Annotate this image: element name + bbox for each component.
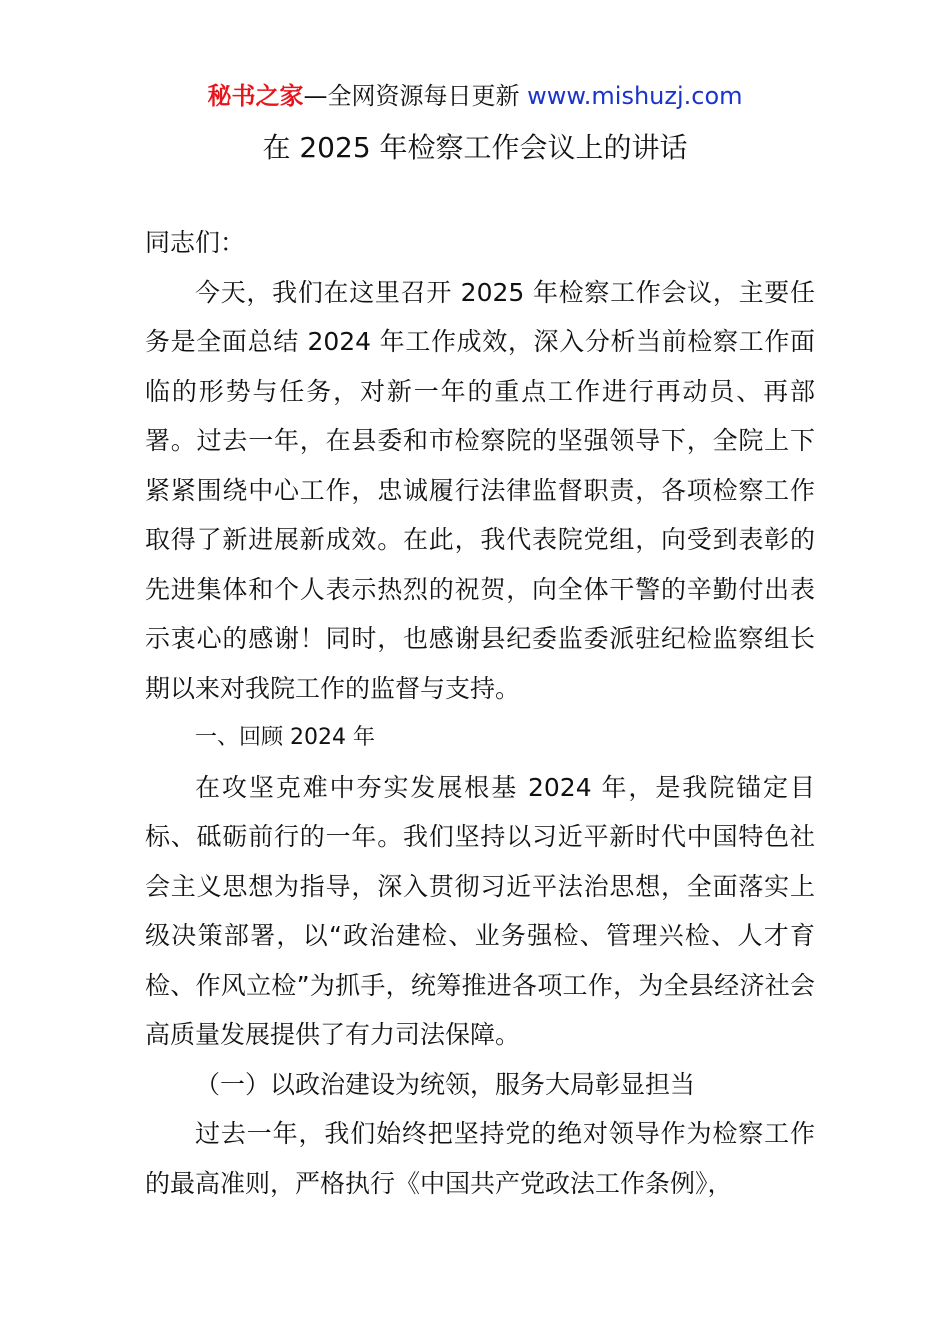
section-paragraph: 在攻坚克难中夯实发展根基 2024 年，是我院锚定目标、砥砺前行的一年。我们坚持以习近平新时代中国特色社会主义思想为指导，深入贯彻习近平法治思想，全面落实上级决策部署，以“政治建检、业务强检、管理兴检、人才育检、作风立检”为抓手，统筹推进各项工作，为全县经济社会高质量发展提供了有力司法保障。 xyxy=(145,772,815,1049)
site-url-link[interactable]: www.mishuzj.com xyxy=(527,82,743,110)
subsection-heading: （一）以政治建设为统领，服务大局彰显担当 xyxy=(195,1069,696,1099)
section-heading: 一、回顾 2024 年 xyxy=(195,725,375,750)
site-name: 秘书之家 xyxy=(207,82,304,110)
site-header xyxy=(0,80,950,112)
document-body xyxy=(145,218,815,1208)
document-title: 在 2025 年检察工作会议上的讲话 xyxy=(262,131,688,164)
intro-paragraph: 今天，我们在这里召开 2025 年检察工作会议，主要任务是全面总结 2024 年工作成效，深入分析当前检察工作面临的形势与任务，对新一年的重点工作进行再动员、再部署。过去一年，在县委和市检察院的坚强领导下，全院上下紧紧围绕中心工作，忠诚履行法律监督职责，各项检察工作取得了新进展新成效。在此，我代表院党组，向受到表彰的先进集体和个人表示热烈的祝贺，向全体干警的辛勤付出表示衷心的感谢！同时，也感谢县纪委监委派驻纪检监察组长期以来对我院工作的监督与支持。 xyxy=(145,277,815,703)
salutation: 同志们： xyxy=(145,228,246,257)
site-tagline: —全网资源每日更新 xyxy=(303,82,520,110)
subsection-paragraph: 过去一年，我们始终把坚持党的绝对领导作为检察工作的最高准则，严格执行《中国共产党政法工作条例》， xyxy=(145,1119,815,1198)
